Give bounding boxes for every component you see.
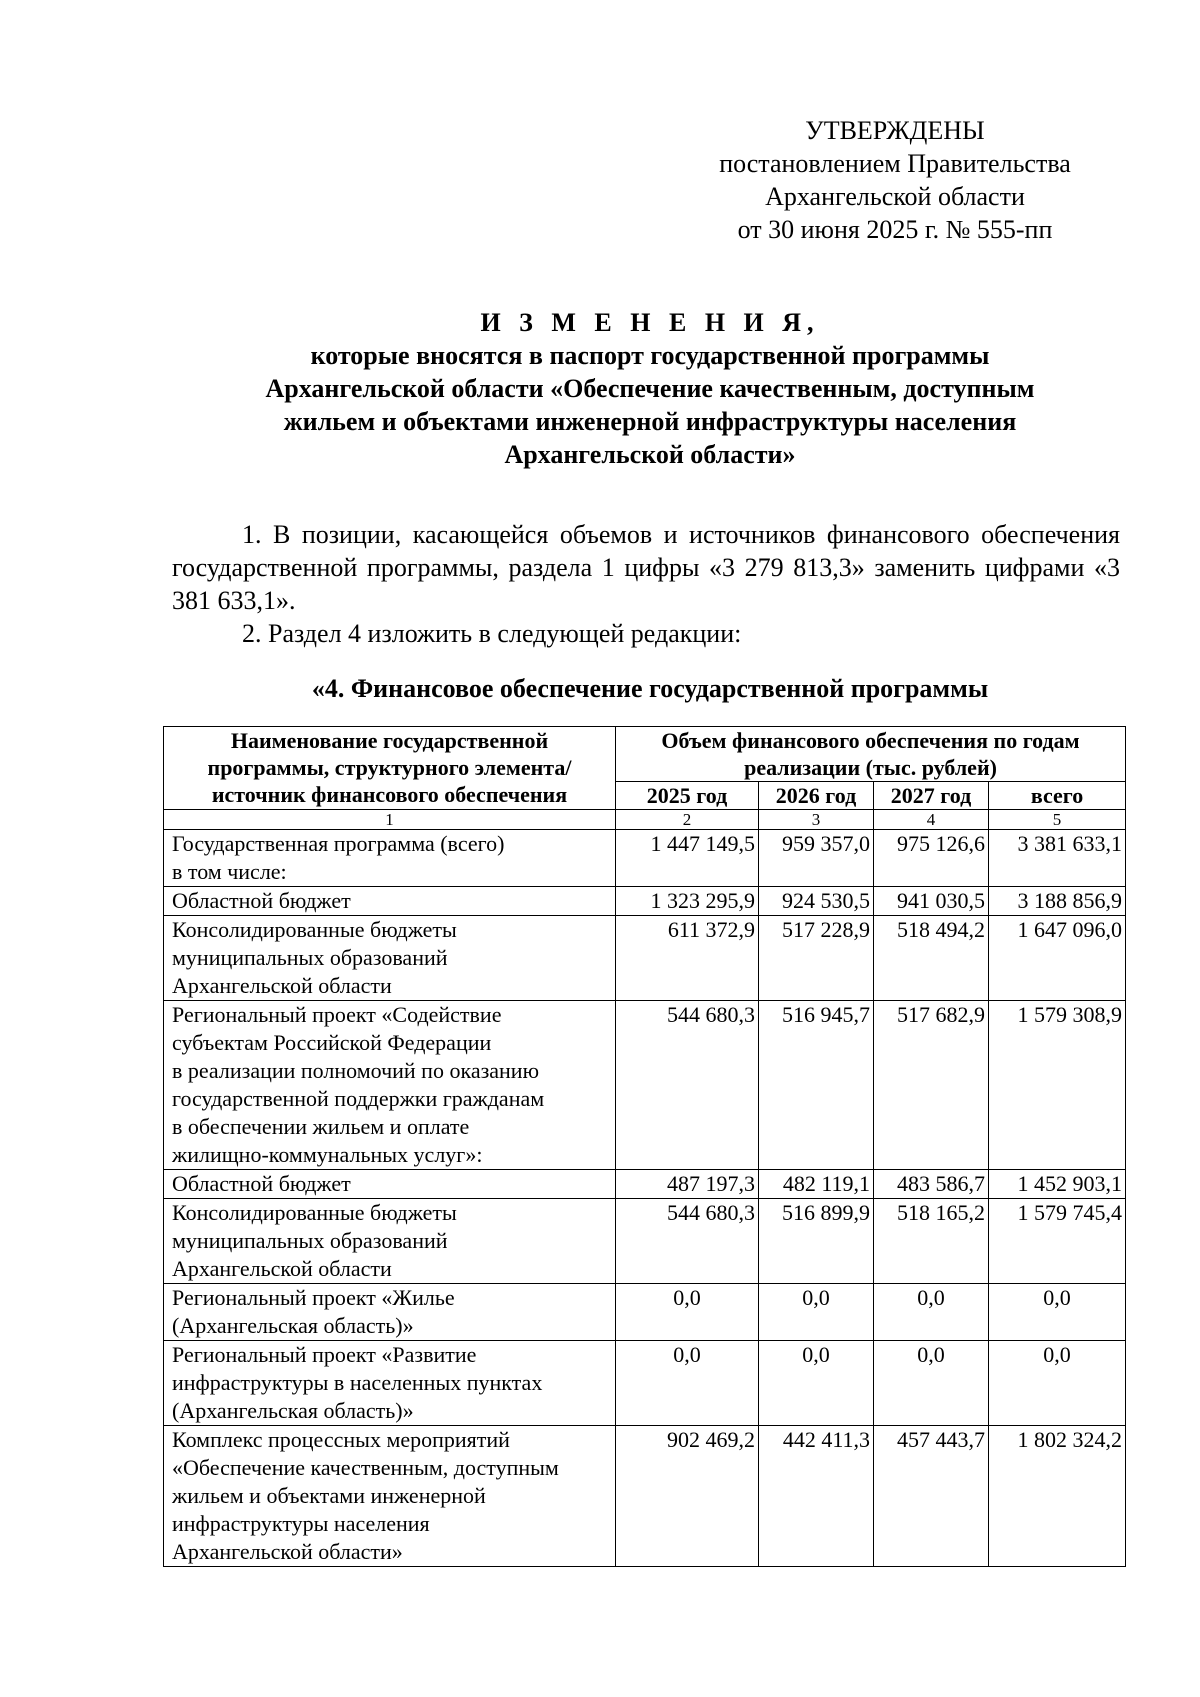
- row-value-cell: 0,0: [874, 1341, 989, 1426]
- table-header-row: [164, 727, 1126, 782]
- header-name-column: [164, 727, 616, 810]
- row-value-cell: 1 323 295,9: [616, 887, 759, 916]
- row-value-cell: 0,0: [759, 1284, 874, 1341]
- table-row: [164, 1170, 1126, 1199]
- row-value-cell: 0,0: [989, 1341, 1126, 1426]
- row-name-line: субъектам Российской Федерации: [172, 1030, 492, 1055]
- header-year-2026: 2026 год: [759, 782, 874, 810]
- table-row: [164, 830, 1126, 887]
- row-name-line: Консолидированные бюджеты: [172, 917, 457, 942]
- title-line: Архангельской области»: [504, 440, 796, 469]
- header-year-2025: 2025 год: [616, 782, 759, 810]
- row-value-cell: 544 680,3: [616, 1001, 759, 1170]
- section-heading: «4. Финансовое обеспечение государственной программы: [311, 674, 989, 703]
- row-name-line: Государственная программа (всего): [172, 831, 505, 856]
- paragraph-1: 1. В позиции, касающейся объемов и источников финансового обеспечения государственной программы, раздела 1 цифры «3 279 813,3» заменить цифрами «3 381 633,1».: [172, 520, 1120, 615]
- row-value-cell: 518 494,2: [874, 916, 989, 1001]
- row-name-cell: [164, 916, 616, 1001]
- row-name-line: (Архангельская область)»: [172, 1398, 414, 1423]
- row-name-line: муниципальных образований: [172, 945, 448, 970]
- row-value-cell: 517 682,9: [874, 1001, 989, 1170]
- row-value-cell: 975 126,6: [874, 830, 989, 887]
- row-name-cell: [164, 1170, 616, 1199]
- row-value-cell: 611 372,9: [616, 916, 759, 1001]
- approval-line: Архангельской области: [765, 182, 1025, 211]
- row-value-cell: 1 579 308,9: [989, 1001, 1126, 1170]
- title-heading: И З М Е Н Е Н И Я,: [480, 308, 820, 337]
- row-value-cell: 1 647 096,0: [989, 916, 1126, 1001]
- approval-line: постановлением Правительства: [719, 149, 1071, 178]
- table-row: [164, 1341, 1126, 1426]
- row-name-line: Региональный проект «Жилье: [172, 1285, 455, 1310]
- row-name-cell: [164, 887, 616, 916]
- row-name-line: жильем и объектами инженерной: [172, 1483, 486, 1508]
- table-row: [164, 1199, 1126, 1284]
- row-name-line: (Архангельская область)»: [172, 1313, 414, 1338]
- row-name-line: муниципальных образований: [172, 1228, 448, 1253]
- row-value-cell: 516 899,9: [759, 1199, 874, 1284]
- title-line: жильем и объектами инженерной инфраструктуры населения: [283, 407, 1017, 436]
- row-value-cell: 0,0: [616, 1341, 759, 1426]
- row-name-line: Региональный проект «Развитие: [172, 1342, 477, 1367]
- row-name-cell: [164, 1426, 616, 1567]
- approval-line: УТВЕРЖДЕНЫ: [805, 116, 985, 145]
- row-value-cell: 3 381 633,1: [989, 830, 1126, 887]
- header-volume-column: [616, 727, 1126, 782]
- row-name-line: Комплекс процессных мероприятий: [172, 1427, 510, 1452]
- header-total: всего: [989, 782, 1126, 810]
- row-value-cell: 0,0: [874, 1284, 989, 1341]
- column-index: 4: [874, 810, 989, 830]
- row-name-line: Областной бюджет: [172, 1171, 351, 1196]
- row-name-line: Областной бюджет: [172, 888, 351, 913]
- row-value-cell: 1 447 149,5: [616, 830, 759, 887]
- row-value-cell: 1 452 903,1: [989, 1170, 1126, 1199]
- row-value-cell: 902 469,2: [616, 1426, 759, 1567]
- row-value-cell: 483 586,7: [874, 1170, 989, 1199]
- row-value-cell: 3 188 856,9: [989, 887, 1126, 916]
- row-value-cell: 959 357,0: [759, 830, 874, 887]
- table-row: [164, 887, 1126, 916]
- table-row: [164, 916, 1126, 1001]
- row-name-cell: [164, 830, 616, 887]
- row-name-cell: [164, 1341, 616, 1426]
- row-name-cell: [164, 1284, 616, 1341]
- row-value-cell: 941 030,5: [874, 887, 989, 916]
- header-text: программы, структурного элемента/: [207, 755, 572, 780]
- approval-line: от 30 июня 2025 г. № 555-пп: [737, 215, 1053, 244]
- row-name-cell: [164, 1001, 616, 1170]
- row-value-cell: 0,0: [989, 1284, 1126, 1341]
- row-name-line: инфраструктуры населения: [172, 1511, 430, 1536]
- row-value-cell: 487 197,3: [616, 1170, 759, 1199]
- row-value-cell: 442 411,3: [759, 1426, 874, 1567]
- row-name-line: «Обеспечение качественным, доступным: [172, 1455, 559, 1480]
- row-value-cell: 516 945,7: [759, 1001, 874, 1170]
- title-line: которые вносятся в паспорт государственной программы: [310, 341, 990, 370]
- row-name-line: Региональный проект «Содействие: [172, 1002, 502, 1027]
- row-name-line: Архангельской области»: [172, 1539, 403, 1564]
- row-name-line: государственной поддержки гражданам: [172, 1086, 545, 1111]
- column-index: 3: [759, 810, 874, 830]
- row-name-line: в реализации полномочий по оказанию: [172, 1058, 540, 1083]
- table-row: [164, 1001, 1126, 1170]
- financing-table: [163, 726, 1126, 1567]
- document-title: [140, 306, 1160, 471]
- row-value-cell: 544 680,3: [616, 1199, 759, 1284]
- header-text: источник финансового обеспечения: [211, 782, 568, 807]
- body-text: [172, 518, 1120, 650]
- column-index: 1: [164, 810, 616, 830]
- row-name-line: инфраструктуры в населенных пунктах: [172, 1370, 543, 1395]
- table-row: [164, 1426, 1126, 1567]
- header-text: Объем финансового обеспечения по годам: [661, 728, 1080, 753]
- row-name-line: Архангельской области: [172, 973, 392, 998]
- row-name-cell: [164, 1199, 616, 1284]
- row-name-line: жилищно-коммунальных услуг»:: [172, 1142, 483, 1167]
- row-value-cell: 1 802 324,2: [989, 1426, 1126, 1567]
- row-value-cell: 924 530,5: [759, 887, 874, 916]
- row-name-line: в том числе:: [172, 859, 287, 884]
- row-name-line: Консолидированные бюджеты: [172, 1200, 457, 1225]
- column-index: 5: [989, 810, 1126, 830]
- column-index: 2: [616, 810, 759, 830]
- row-value-cell: 517 228,9: [759, 916, 874, 1001]
- row-value-cell: 0,0: [616, 1284, 759, 1341]
- row-name-line: Архангельской области: [172, 1256, 392, 1281]
- row-value-cell: 0,0: [759, 1341, 874, 1426]
- header-text: реализации (тыс. рублей): [744, 755, 997, 780]
- row-value-cell: 1 579 745,4: [989, 1199, 1126, 1284]
- row-value-cell: 518 165,2: [874, 1199, 989, 1284]
- header-text: Наименование государственной: [230, 728, 549, 753]
- approval-stamp: [700, 114, 1090, 246]
- row-value-cell: 482 119,1: [759, 1170, 874, 1199]
- row-value-cell: 457 443,7: [874, 1426, 989, 1567]
- row-name-line: в обеспечении жильем и оплате: [172, 1114, 470, 1139]
- column-index-row: [164, 810, 1126, 830]
- header-year-2027: 2027 год: [874, 782, 989, 810]
- title-line: Архангельской области «Обеспечение качественным, доступным: [265, 374, 1035, 403]
- paragraph-2: 2. Раздел 4 изложить в следующей редакции:: [242, 619, 742, 648]
- table-row: [164, 1284, 1126, 1341]
